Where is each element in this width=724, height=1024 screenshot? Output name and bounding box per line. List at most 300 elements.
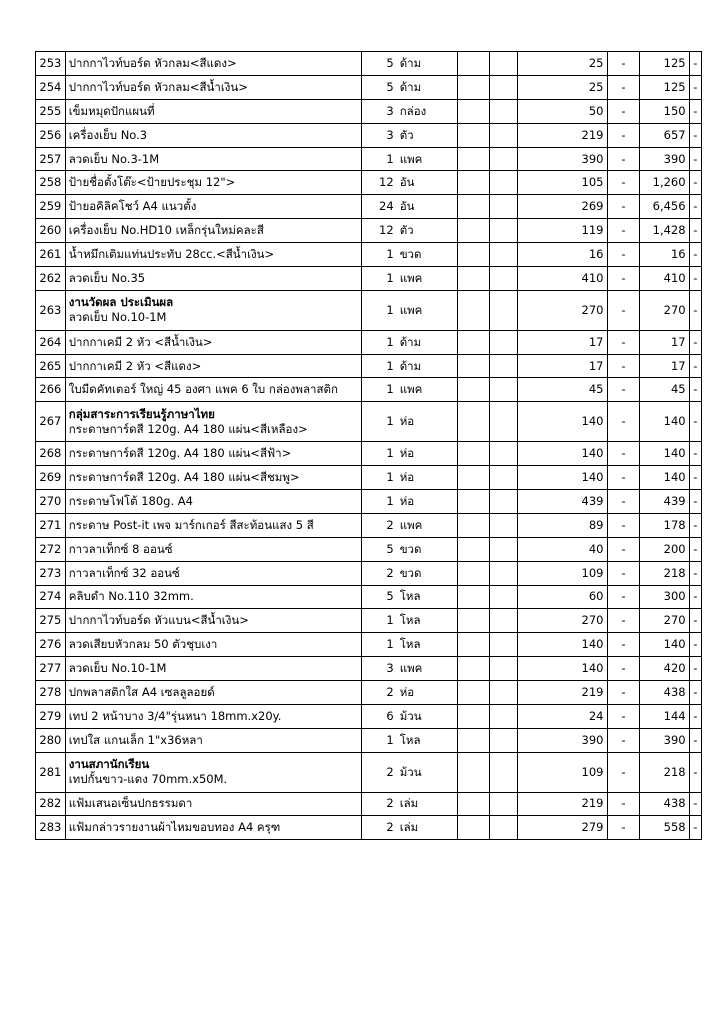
empty-cell	[457, 171, 489, 195]
price-satang: -	[607, 792, 640, 816]
item-quantity: 5	[362, 52, 397, 76]
item-quantity: 12	[362, 171, 397, 195]
item-quantity: 12	[362, 219, 397, 243]
item-quantity: 1	[362, 243, 397, 267]
price-satang: -	[607, 442, 640, 466]
item-quantity: 3	[362, 99, 397, 123]
table-row	[36, 442, 702, 466]
section-heading: กลุ่มสาระการเรียนรู้ภาษาไทย	[68, 406, 215, 421]
total-satang: -	[689, 752, 701, 792]
table-row	[36, 123, 702, 147]
section-heading: งานสภานักเรียน	[68, 757, 150, 772]
item-quantity: 1	[362, 609, 397, 633]
item-unit: ขวด	[397, 537, 458, 561]
unit-price: 45	[518, 378, 607, 402]
item-number: 256	[36, 123, 66, 147]
total-satang: -	[689, 633, 701, 657]
price-satang: -	[607, 609, 640, 633]
item-name: ปกพลาสติกใส A4 เซลลูลอยด์	[65, 681, 362, 705]
item-number: 260	[36, 219, 66, 243]
total-satang: -	[689, 75, 701, 99]
total-price: 144	[640, 704, 689, 728]
empty-cell	[489, 147, 518, 171]
empty-cell	[489, 378, 518, 402]
total-satang: -	[689, 442, 701, 466]
item-unit: เล่ม	[397, 816, 458, 840]
table-body	[36, 52, 702, 840]
item-number: 263	[36, 290, 66, 330]
total-price: 150	[640, 99, 689, 123]
total-price: 125	[640, 52, 689, 76]
price-satang: -	[607, 378, 640, 402]
price-satang: -	[607, 330, 640, 354]
item-unit: ขวด	[397, 243, 458, 267]
item-unit: ห่อ	[397, 466, 458, 490]
empty-cell	[489, 537, 518, 561]
price-satang: -	[607, 219, 640, 243]
empty-cell	[457, 354, 489, 378]
total-price: 16	[640, 243, 689, 267]
price-satang: -	[607, 681, 640, 705]
unit-price: 17	[518, 330, 607, 354]
item-quantity: 1	[362, 354, 397, 378]
total-satang: -	[689, 290, 701, 330]
total-satang: -	[689, 585, 701, 609]
item-number: 273	[36, 561, 66, 585]
unit-price: 410	[518, 267, 607, 291]
item-name-text: กระดาษการ์ดสี 120g. A4 180 แผ่น<สีเหลือง>	[68, 421, 308, 436]
empty-cell	[457, 442, 489, 466]
item-name: กาวลาเท็กซ์ 32 ออนซ์	[65, 561, 362, 585]
item-number: 270	[36, 489, 66, 513]
table-row	[36, 633, 702, 657]
item-unit: ตัว	[397, 219, 458, 243]
item-name: คลิบดำ No.110 32mm.	[65, 585, 362, 609]
table-row	[36, 609, 702, 633]
unit-price: 270	[518, 609, 607, 633]
unit-price: 89	[518, 513, 607, 537]
total-price: 410	[640, 267, 689, 291]
price-satang: -	[607, 489, 640, 513]
total-price: 125	[640, 75, 689, 99]
item-unit: โหล	[397, 728, 458, 752]
empty-cell	[457, 243, 489, 267]
table-row	[36, 792, 702, 816]
empty-cell	[489, 75, 518, 99]
empty-cell	[457, 489, 489, 513]
empty-cell	[457, 609, 489, 633]
table-row	[36, 330, 702, 354]
table-row	[36, 147, 702, 171]
total-price: 178	[640, 513, 689, 537]
price-satang: -	[607, 123, 640, 147]
total-satang: -	[689, 537, 701, 561]
unit-price: 109	[518, 561, 607, 585]
item-number: 258	[36, 171, 66, 195]
empty-cell	[457, 816, 489, 840]
price-satang: -	[607, 195, 640, 219]
table-row	[36, 267, 702, 291]
unit-price: 140	[518, 466, 607, 490]
empty-cell	[457, 195, 489, 219]
item-number: 280	[36, 728, 66, 752]
empty-cell	[489, 171, 518, 195]
item-quantity: 6	[362, 704, 397, 728]
empty-cell	[489, 657, 518, 681]
unit-price: 219	[518, 792, 607, 816]
item-unit: แพค	[397, 267, 458, 291]
empty-cell	[489, 402, 518, 442]
table-row	[36, 489, 702, 513]
price-satang: -	[607, 354, 640, 378]
item-number: 268	[36, 442, 66, 466]
table-row	[36, 585, 702, 609]
item-name: ปากกาไวท์บอร์ด หัวกลม<สีแดง>	[65, 52, 362, 76]
total-price: 140	[640, 402, 689, 442]
total-price: 270	[640, 290, 689, 330]
item-unit: โหล	[397, 585, 458, 609]
unit-price: 17	[518, 354, 607, 378]
item-name: ลวดเย็บ No.35	[65, 267, 362, 291]
unit-price: 439	[518, 489, 607, 513]
table-row	[36, 728, 702, 752]
item-quantity: 5	[362, 75, 397, 99]
total-satang: -	[689, 267, 701, 291]
total-satang: -	[689, 330, 701, 354]
table-row	[36, 171, 702, 195]
empty-cell	[489, 728, 518, 752]
total-price: 420	[640, 657, 689, 681]
total-satang: -	[689, 561, 701, 585]
empty-cell	[489, 52, 518, 76]
unit-price: 105	[518, 171, 607, 195]
empty-cell	[489, 489, 518, 513]
item-unit: แพค	[397, 147, 458, 171]
total-satang: -	[689, 704, 701, 728]
unit-price: 390	[518, 728, 607, 752]
empty-cell	[457, 513, 489, 537]
item-quantity: 2	[362, 816, 397, 840]
price-satang: -	[607, 585, 640, 609]
item-unit: แพค	[397, 513, 458, 537]
item-unit: ห่อ	[397, 402, 458, 442]
table-row	[36, 704, 702, 728]
item-name	[65, 402, 362, 442]
unit-price: 119	[518, 219, 607, 243]
item-number: 277	[36, 657, 66, 681]
item-quantity: 5	[362, 585, 397, 609]
item-unit: โหล	[397, 609, 458, 633]
table-row	[36, 354, 702, 378]
table-row	[36, 219, 702, 243]
empty-cell	[489, 816, 518, 840]
empty-cell	[457, 378, 489, 402]
price-satang: -	[607, 99, 640, 123]
empty-cell	[489, 466, 518, 490]
total-satang: -	[689, 171, 701, 195]
item-name-text: เทปกั้นขาว-แดง 70mm.x50M.	[68, 772, 228, 787]
price-satang: -	[607, 657, 640, 681]
item-name: กระดาษโฟโต้ 180g. A4	[65, 489, 362, 513]
item-name: เทปใส แกนเล็ก 1"x36หลา	[65, 728, 362, 752]
item-quantity: 1	[362, 330, 397, 354]
total-price: 558	[640, 816, 689, 840]
table-row	[36, 195, 702, 219]
item-quantity: 1	[362, 290, 397, 330]
item-unit: ห่อ	[397, 681, 458, 705]
price-satang: -	[607, 75, 640, 99]
price-satang: -	[607, 633, 640, 657]
empty-cell	[457, 123, 489, 147]
total-price: 140	[640, 442, 689, 466]
unit-price: 219	[518, 123, 607, 147]
price-satang: -	[607, 243, 640, 267]
price-satang: -	[607, 147, 640, 171]
item-name	[65, 752, 362, 792]
unit-price: 279	[518, 816, 607, 840]
item-quantity: 1	[362, 633, 397, 657]
table-row	[36, 290, 702, 330]
item-name	[65, 290, 362, 330]
price-satang: -	[607, 52, 640, 76]
total-satang: -	[689, 609, 701, 633]
item-name: เทป 2 หน้าบาง 3/4"รุ่นหนา 18mm.x20y.	[65, 704, 362, 728]
item-name: แฟ้มกล่าวรายงานผ้าไหมขอบทอง A4 ครุฑ	[65, 816, 362, 840]
table-row	[36, 681, 702, 705]
item-name-text: ลวดเย็บ No.10-1M	[68, 310, 167, 325]
unit-price: 270	[518, 290, 607, 330]
unit-price: 219	[518, 681, 607, 705]
empty-cell	[489, 99, 518, 123]
item-name: กระดาษ Post-it เพจ มาร์กเกอร์ สีสะท้อนแสง 5 สี	[65, 513, 362, 537]
total-satang: -	[689, 195, 701, 219]
total-satang: -	[689, 52, 701, 76]
item-quantity: 1	[362, 489, 397, 513]
item-quantity: 2	[362, 681, 397, 705]
empty-cell	[457, 657, 489, 681]
item-unit: ด้าม	[397, 330, 458, 354]
empty-cell	[489, 792, 518, 816]
item-number: 262	[36, 267, 66, 291]
price-satang: -	[607, 171, 640, 195]
total-price: 218	[640, 752, 689, 792]
empty-cell	[489, 704, 518, 728]
item-quantity: 1	[362, 402, 397, 442]
item-unit: อัน	[397, 171, 458, 195]
item-number: 275	[36, 609, 66, 633]
total-satang: -	[689, 728, 701, 752]
price-satang: -	[607, 816, 640, 840]
item-name: ลวดเสียบหัวกลม 50 ตัวชุบเงา	[65, 633, 362, 657]
unit-price: 40	[518, 537, 607, 561]
total-price: 1,428	[640, 219, 689, 243]
empty-cell	[489, 354, 518, 378]
empty-cell	[489, 561, 518, 585]
total-satang: -	[689, 402, 701, 442]
inventory-table	[35, 51, 702, 840]
table-row	[36, 561, 702, 585]
total-price: 438	[640, 681, 689, 705]
item-unit: อัน	[397, 195, 458, 219]
empty-cell	[489, 267, 518, 291]
item-number: 264	[36, 330, 66, 354]
item-unit: เล่ม	[397, 792, 458, 816]
item-name: ปากกาไวท์บอร์ด หัวแบน<สีน้ำเงิน>	[65, 609, 362, 633]
item-name: ลวดเย็บ No.10-1M	[65, 657, 362, 681]
item-name: กระดาษการ์ดสี 120g. A4 180 แผ่น<สีชมพู>	[65, 466, 362, 490]
table-row	[36, 816, 702, 840]
unit-price: 25	[518, 75, 607, 99]
price-satang: -	[607, 728, 640, 752]
unit-price: 60	[518, 585, 607, 609]
total-price: 438	[640, 792, 689, 816]
item-unit: ห่อ	[397, 489, 458, 513]
item-quantity: 3	[362, 123, 397, 147]
empty-cell	[489, 195, 518, 219]
total-price: 45	[640, 378, 689, 402]
item-quantity: 5	[362, 537, 397, 561]
price-satang: -	[607, 290, 640, 330]
item-unit: ม้วน	[397, 752, 458, 792]
price-satang: -	[607, 267, 640, 291]
unit-price: 269	[518, 195, 607, 219]
empty-cell	[457, 792, 489, 816]
price-satang: -	[607, 537, 640, 561]
empty-cell	[489, 585, 518, 609]
total-price: 1,260	[640, 171, 689, 195]
item-unit: ด้าม	[397, 354, 458, 378]
empty-cell	[489, 219, 518, 243]
item-quantity: 1	[362, 378, 397, 402]
item-number: 269	[36, 466, 66, 490]
empty-cell	[457, 633, 489, 657]
unit-price: 140	[518, 633, 607, 657]
item-quantity: 2	[362, 561, 397, 585]
unit-price: 390	[518, 147, 607, 171]
total-price: 6,456	[640, 195, 689, 219]
item-quantity: 1	[362, 147, 397, 171]
total-price: 17	[640, 354, 689, 378]
price-satang: -	[607, 752, 640, 792]
item-quantity: 1	[362, 466, 397, 490]
total-satang: -	[689, 657, 701, 681]
item-name: กาวลาเท็กซ์ 8 ออนซ์	[65, 537, 362, 561]
item-number: 281	[36, 752, 66, 792]
item-number: 276	[36, 633, 66, 657]
empty-cell	[489, 633, 518, 657]
item-unit: ม้วน	[397, 704, 458, 728]
item-name: ป้ายอคิลิคโชว์ A4 แนวตั้ง	[65, 195, 362, 219]
item-quantity: 1	[362, 728, 397, 752]
item-number: 278	[36, 681, 66, 705]
table-row	[36, 657, 702, 681]
empty-cell	[457, 330, 489, 354]
empty-cell	[457, 219, 489, 243]
empty-cell	[457, 290, 489, 330]
unit-price: 25	[518, 52, 607, 76]
price-satang: -	[607, 402, 640, 442]
item-number: 266	[36, 378, 66, 402]
item-number: 255	[36, 99, 66, 123]
empty-cell	[489, 442, 518, 466]
unit-price: 140	[518, 657, 607, 681]
total-satang: -	[689, 354, 701, 378]
item-quantity: 2	[362, 513, 397, 537]
item-unit: ขวด	[397, 561, 458, 585]
item-unit: ตัว	[397, 123, 458, 147]
total-satang: -	[689, 378, 701, 402]
total-price: 300	[640, 585, 689, 609]
item-name: แฟ้มเสนอเซ็นปกธรรมดา	[65, 792, 362, 816]
table-row	[36, 402, 702, 442]
table-row	[36, 52, 702, 76]
unit-price: 24	[518, 704, 607, 728]
total-satang: -	[689, 489, 701, 513]
item-unit: ห่อ	[397, 442, 458, 466]
empty-cell	[489, 330, 518, 354]
item-number: 267	[36, 402, 66, 442]
total-satang: -	[689, 816, 701, 840]
price-satang: -	[607, 513, 640, 537]
empty-cell	[457, 52, 489, 76]
price-satang: -	[607, 704, 640, 728]
total-satang: -	[689, 123, 701, 147]
item-unit: ด้าม	[397, 75, 458, 99]
item-unit: กล่อง	[397, 99, 458, 123]
item-number: 265	[36, 354, 66, 378]
item-unit: แพค	[397, 657, 458, 681]
total-satang: -	[689, 466, 701, 490]
table-row	[36, 378, 702, 402]
item-unit: โหล	[397, 633, 458, 657]
section-heading: งานวัดผล ประเมินผล	[68, 295, 174, 310]
total-price: 390	[640, 147, 689, 171]
empty-cell	[489, 681, 518, 705]
item-quantity: 2	[362, 792, 397, 816]
item-quantity: 24	[362, 195, 397, 219]
empty-cell	[457, 561, 489, 585]
total-price: 439	[640, 489, 689, 513]
item-number: 283	[36, 816, 66, 840]
item-unit: แพค	[397, 290, 458, 330]
item-number: 261	[36, 243, 66, 267]
item-name: ใบมีดคัทเตอร์ ใหญ่ 45 องศา แพค 6 ใบ กล่องพลาสติก	[65, 378, 362, 402]
item-number: 271	[36, 513, 66, 537]
item-name: เครื่องเย็บ No.HD10 เหล็กรุ่นใหม่คละสี	[65, 219, 362, 243]
total-satang: -	[689, 243, 701, 267]
total-price: 200	[640, 537, 689, 561]
empty-cell	[457, 728, 489, 752]
item-name: ปากกาเคมี 2 หัว <สีน้ำเงิน>	[65, 330, 362, 354]
total-satang: -	[689, 513, 701, 537]
total-price: 218	[640, 561, 689, 585]
empty-cell	[457, 585, 489, 609]
unit-price: 16	[518, 243, 607, 267]
price-satang: -	[607, 561, 640, 585]
table-row	[36, 752, 702, 792]
item-name: กระดาษการ์ดสี 120g. A4 180 แผ่น<สีฟ้า>	[65, 442, 362, 466]
item-name: ป้ายชื่อตั้งโต๊ะ<ป้ายประชุม 12">	[65, 171, 362, 195]
empty-cell	[457, 99, 489, 123]
empty-cell	[489, 123, 518, 147]
total-satang: -	[689, 99, 701, 123]
table-row	[36, 243, 702, 267]
item-number: 254	[36, 75, 66, 99]
table-row	[36, 75, 702, 99]
item-number: 274	[36, 585, 66, 609]
item-quantity: 1	[362, 442, 397, 466]
empty-cell	[457, 704, 489, 728]
